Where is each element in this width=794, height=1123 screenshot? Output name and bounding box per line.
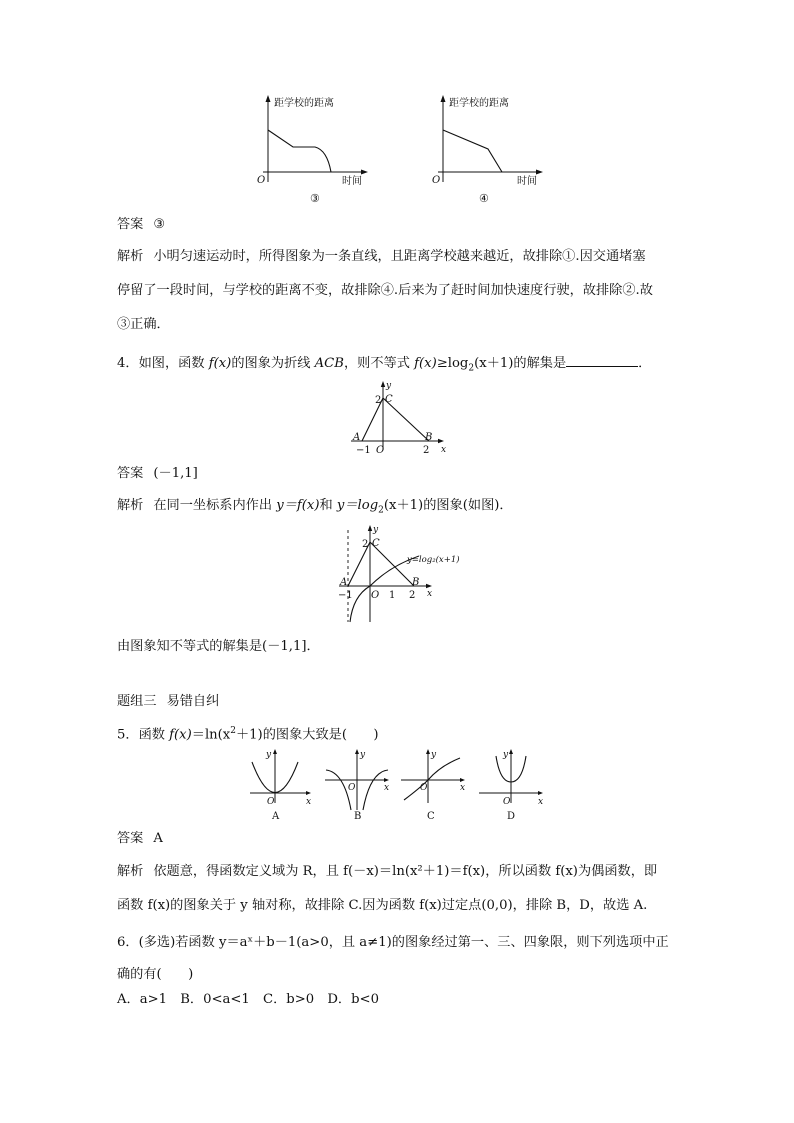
q4f1-x2: 2 — [423, 445, 430, 456]
q5d-o: O — [503, 797, 511, 807]
q4f1-x: x — [441, 445, 447, 455]
q3-answer-label: 答案 — [117, 217, 144, 232]
q5b-y: y — [360, 750, 366, 760]
q5c-y: y — [431, 750, 437, 760]
q3-analysis-line1 — [117, 248, 646, 266]
q4-tail: (x＋1)的解集是 — [474, 356, 567, 371]
q4f2-A: A — [340, 577, 348, 588]
q4f1-A: A — [353, 432, 361, 443]
q5-option-d-label: D — [507, 811, 516, 822]
q5-stem-b: ＝ln(x — [191, 727, 231, 743]
q4-analysis — [117, 497, 513, 520]
q4-answer-blank[interactable] — [566, 353, 638, 367]
q4-answer-label: 答案 — [117, 466, 144, 481]
q4-figure-log — [335, 522, 475, 627]
q4-sub: 2 — [468, 363, 475, 374]
q3-analysis-line3: ③正确． — [117, 317, 170, 332]
q5-analysis-line1 — [117, 863, 657, 881]
section-title-text: 易错自纠 — [166, 694, 220, 709]
q5-answer-label: 答案 — [117, 831, 144, 846]
q5-stem-c: ＋1)的图象大致是( ) — [235, 727, 379, 743]
q5d-x: x — [538, 797, 544, 807]
q6-options: A．a>1 B．0<a<1 C．b>0 D．b<0 — [117, 992, 379, 1007]
q5-option-d-graph — [476, 748, 548, 823]
q5a-x: x — [306, 797, 312, 807]
q5-option-b-label: B — [354, 811, 362, 822]
q4f2-O: O — [371, 590, 380, 601]
q6-stem-line1: 6．(多选)若函数 y＝aˣ＋b－1(a>0，且 a≠1)的图象经过第一、三、四象限，则下列选项中正 — [117, 935, 669, 950]
q5c-x: x — [460, 783, 466, 793]
q5-stem-sup: 2 — [230, 726, 236, 736]
q4f1-two: 2 — [375, 395, 382, 406]
q4-fx2: f(x) — [414, 356, 437, 371]
q4-figure-acb — [345, 378, 455, 458]
q4f2-one: 1 — [389, 590, 396, 601]
g4-xlabel: 时间 — [517, 176, 537, 187]
q4-analysis-e: (x＋1)的图象(如图)． — [383, 498, 513, 513]
q5b-o: O — [348, 783, 356, 793]
distance-time-graph-4 — [430, 92, 550, 207]
q4-analysis-sub: 2 — [378, 505, 384, 516]
q5-analysis-label: 解析 — [117, 864, 144, 879]
q4-middle: 的图象为折线 — [231, 356, 315, 371]
g4-origin: O — [432, 175, 441, 186]
q5-answer-value: A — [153, 831, 163, 846]
q5b-x: x — [384, 783, 390, 793]
q4f2-m1: −1 — [338, 590, 353, 601]
q4f2-C: C — [372, 538, 380, 549]
q5-option-a-label: A — [272, 811, 280, 822]
distance-time-graph-3 — [255, 92, 375, 207]
g4-caption: ④ — [479, 192, 489, 205]
q4f1-C: C — [385, 394, 393, 405]
q4f2-curve: y=log₂(x+1) — [407, 555, 460, 565]
g3-caption: ③ — [310, 192, 320, 205]
g3-xlabel: 时间 — [342, 176, 362, 187]
g3-origin: O — [257, 175, 266, 186]
q4-analysis-c: 和 — [319, 498, 337, 513]
g4-ylabel: 距学校的距离 — [449, 98, 509, 109]
q3-analysis-text1: 小明匀速运动时，所得图象为一条直线，且距离学校越来越近，故排除①.因交通堵塞 — [153, 249, 646, 264]
section-title-label: 题组三 — [117, 694, 157, 709]
q3-answer — [117, 216, 165, 234]
q5-answer — [117, 830, 163, 848]
q4-acb: ACB — [314, 356, 344, 371]
section-title — [117, 693, 219, 711]
q5-analysis-line2: 函数 f(x)的图象关于 y 轴对称，故排除 C.因为函数 f(x)过定点(0,0)，排除 B，D，故选 A. — [117, 898, 648, 913]
q5-stem-a: 5．函数 — [117, 727, 170, 743]
q4f2-B: B — [412, 577, 420, 588]
q4-ineq: ≥log — [436, 356, 469, 371]
q5-option-c-label: C — [427, 811, 435, 822]
q4-analysis-label: 解析 — [117, 498, 144, 513]
q4-stem — [117, 353, 651, 378]
q5-option-a-graph — [248, 748, 318, 823]
q3-answer-value: ③ — [153, 217, 166, 232]
q4-analysis-b: y＝f(x) — [276, 498, 320, 513]
q4-analysis-a: 在同一坐标系内作出 — [153, 498, 277, 513]
q4-answer — [117, 465, 198, 483]
q3-analysis-label: 解析 — [117, 249, 144, 264]
q5c-o: O — [420, 783, 428, 793]
q4f1-O: O — [376, 445, 385, 456]
q4-suffix: ，则不等式 — [343, 356, 415, 371]
q4-analysis-d: y＝log — [336, 498, 379, 513]
q5d-y: y — [503, 750, 509, 760]
q4-answer-value: (－1,1] — [153, 466, 198, 481]
q4f2-y: y — [373, 525, 379, 535]
q5-option-c-graph — [398, 748, 468, 823]
q4f2-two: 2 — [362, 539, 369, 550]
q4f1-B: B — [425, 432, 433, 443]
g3-ylabel: 距学校的距离 — [274, 98, 334, 109]
q4f1-m1: −1 — [356, 445, 371, 456]
q3-analysis-line2: 停留了一段时间，与学校的距离不变，故排除④.后来为了赶时间加快速度行驶，故排除②.故 — [117, 283, 653, 298]
q5a-o: O — [267, 797, 275, 807]
q4-conclusion: 由图象知不等式的解集是(－1,1]． — [117, 639, 320, 654]
q4f2-x: x — [427, 589, 433, 599]
q4f1-y: y — [386, 381, 392, 391]
q5a-y: y — [266, 750, 272, 760]
q4-fx: f(x) — [208, 356, 232, 371]
q5-stem-fx: f(x) — [169, 727, 192, 743]
q5-stem — [117, 722, 379, 744]
q5-analysis-text1: 依题意，得函数定义域为 R，且 f(－x)＝ln(x²＋1)＝f(x)，所以函数 f(x)为偶函数，即 — [153, 864, 658, 879]
q4f2-x2: 2 — [409, 590, 416, 601]
q6-stem-line2: 确的有( ) — [117, 967, 194, 982]
q5-option-b-graph — [322, 748, 392, 823]
q4-end: ． — [638, 356, 652, 371]
q4-prefix: 4．如图，函数 — [117, 356, 209, 371]
